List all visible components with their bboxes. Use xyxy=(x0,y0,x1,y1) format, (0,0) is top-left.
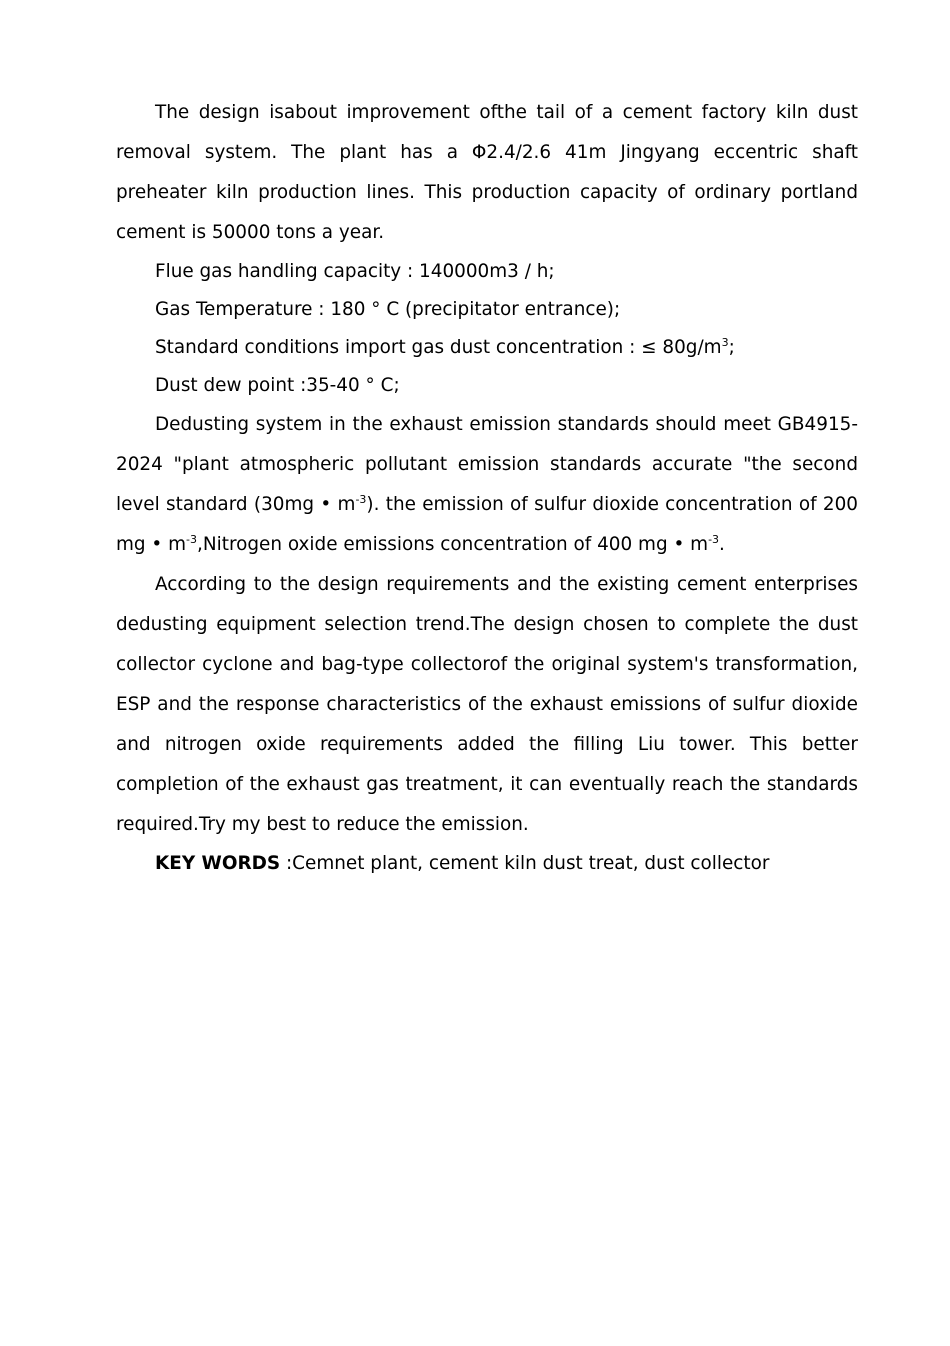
intro-paragraph: The design isabout improvement ofthe tail of a cement factory kiln dust removal system. The plant has a Φ2.4/2.6 41m Jingyang eccentric shaft preheater kiln production lines. This production capacity of ordinary portland cement is 50000 tons a year. xyxy=(116,102,858,243)
standards-paragraph xyxy=(116,405,858,565)
standards-exponent-3: -3 xyxy=(708,533,720,546)
standards-text-c: ,Nitrogen oxide emissions concentration of 400 mg • m xyxy=(197,534,709,555)
gas-temperature-line: Gas Temperature : 180 ° C (precipitator entrance); xyxy=(155,299,621,320)
dew-point-line: Dust dew point :35-40 ° C; xyxy=(155,375,400,396)
standards-text-b: ). the emission of sulfur dioxide concentration of 200 mg • m xyxy=(116,494,858,555)
standards-text-a: Dedusting system in the exhaust emission standards should meet GB4915-2024 "plant atmospheric pollutant emission standards accurate "the second level standard (30mg • m xyxy=(116,414,858,515)
dust-concentration-exponent: 3 xyxy=(721,336,729,349)
keywords-text: :Cemnet plant, cement kiln dust treat, dust collector xyxy=(280,853,770,874)
dust-concentration-line xyxy=(116,329,858,367)
flue-gas-line: Flue gas handling capacity : 140000m3 / h; xyxy=(155,261,555,282)
dust-concentration-suffix: ; xyxy=(728,337,735,358)
standards-text-d: . xyxy=(719,534,725,555)
keywords-label: KEY WORDS xyxy=(155,853,281,874)
standards-exponent-2: -3 xyxy=(186,533,198,546)
standards-exponent-1: -3 xyxy=(355,493,367,506)
document-page xyxy=(116,93,858,883)
design-paragraph: According to the design requirements and the existing cement enterprises dedusting equipment selection trend.The design chosen to complete the dust collector cyclone and bag-type collectorof the original system's transformation, ESP and the response characteristics of the exhaust emissions of sulfur dioxide and nitrogen oxide requirements added the filling Liu tower. This better completion of the exhaust gas treatment, it can eventually reach the standards required.Try my best to reduce the emission. xyxy=(116,574,858,835)
dust-concentration-text: Standard conditions import gas dust concentration : ≤ 80g/m xyxy=(155,337,722,358)
keywords-line xyxy=(116,845,858,883)
